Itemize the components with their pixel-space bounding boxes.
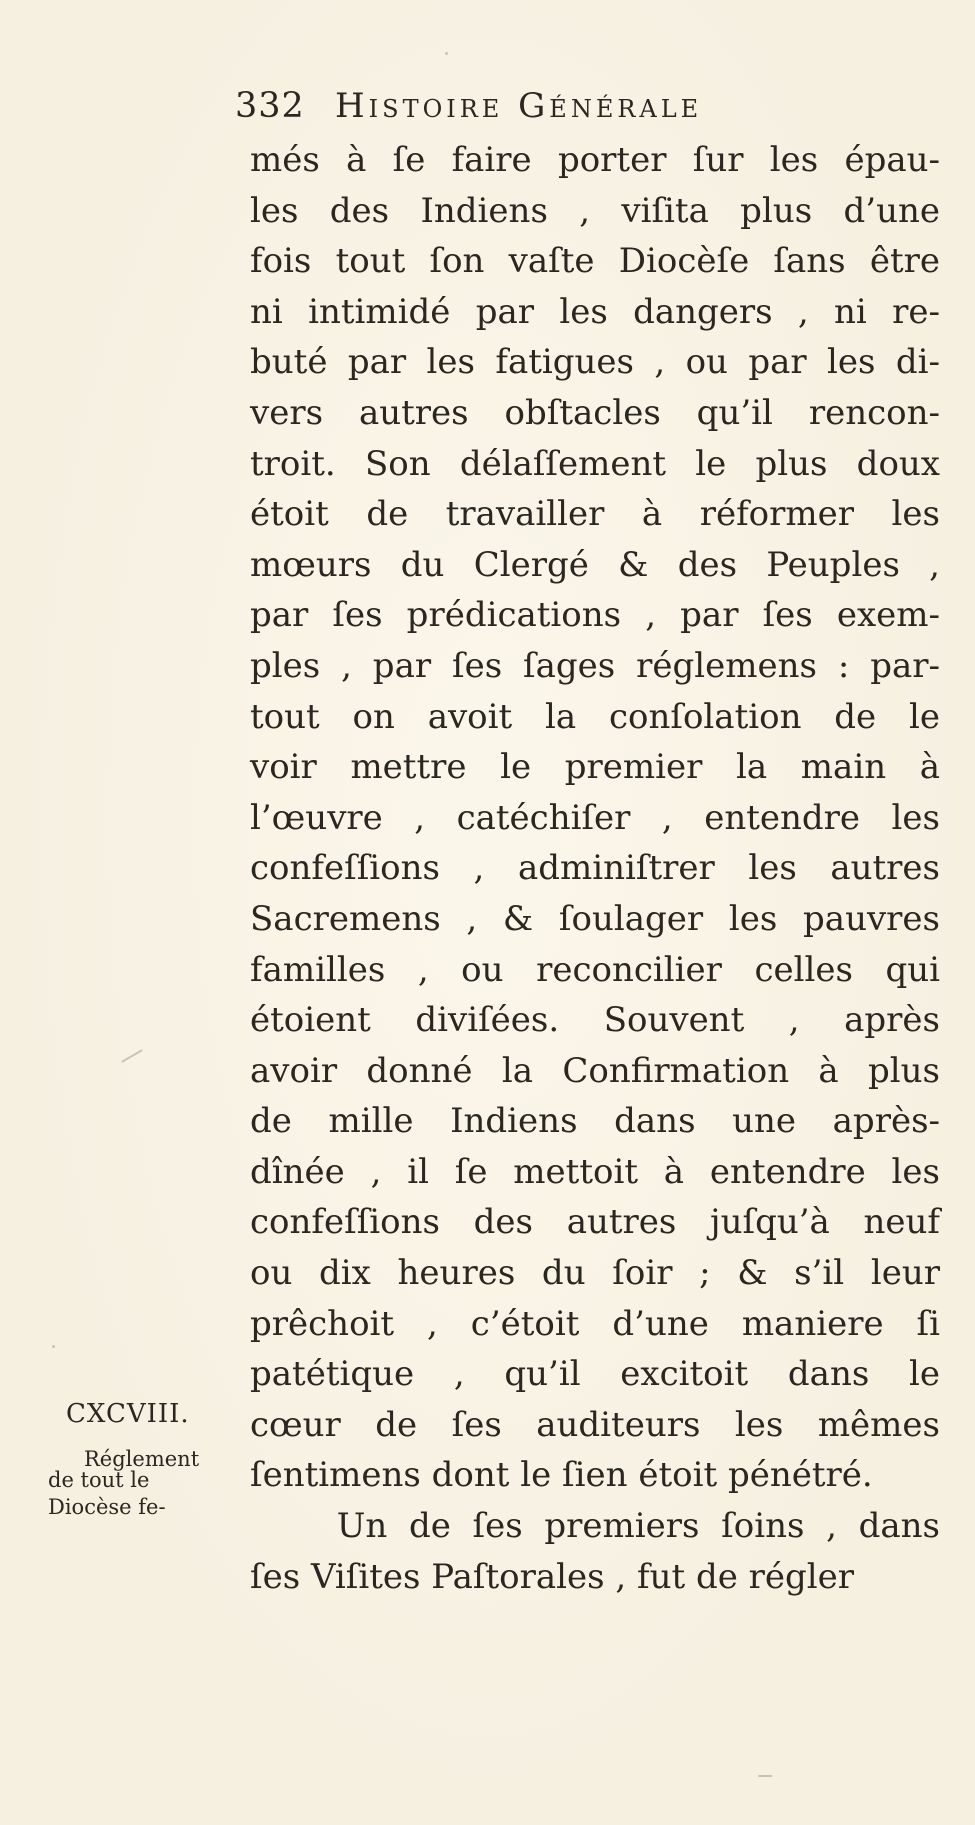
text-line: par ſes prédications , par ſes exem- [250,595,940,636]
text-line: fois tout ſon vaſte Diocèſe ſans être [250,241,940,282]
text-line: prêchoit , c’étoit d’une maniere ſi [250,1303,940,1344]
text-line: ples , par ſes ſages réglemens : par- [250,645,940,686]
text-line: tout on avoit la conſolation de le [250,696,940,737]
text-line: ou dix heures du ſoir ; & s’il leur [250,1253,940,1294]
text-line: ni intimidé par les dangers , ni re- [250,291,940,332]
text-line: troit. Son délaſſement le plus doux [250,443,940,484]
text-line: buté par les fatigues , ou par les di- [250,342,940,383]
text-line: voir mettre le premier la main à [250,747,940,788]
text-line: étoit de travailler à réformer les [250,494,940,535]
text-line: l’œuvre , catéchiſer , entendre les [250,797,940,838]
marginal-note-line: de tout le [48,1468,150,1492]
text-line: de mille Indiens dans une après- [250,1101,940,1142]
page-header [235,80,885,130]
text-line: vers autres obſtacles qu’il rencon- [250,392,940,433]
paper-speck [121,1049,143,1063]
text-line: patétique , qu’il excitoit dans le [250,1354,940,1395]
text-line: dînée , il ſe mettoit à entendre les [250,1151,940,1192]
marginal-section-number: CXCVIII. [66,1399,190,1429]
text-line: cœur de ſes auditeurs les mêmes [250,1404,940,1445]
text-line: confeſſions , adminiſtrer les autres [250,848,940,889]
text-line: ſentimens dont le ſien étoit pénétré. [250,1455,873,1496]
text-line: mœurs du Clergé & des Peuples , [250,544,940,585]
text-line: familles , ou reconcilier celles qui [250,949,940,990]
marginal-note-line: Diocèse fe- [48,1495,166,1519]
page-number: 332 [235,86,305,126]
text-line: Un de ſes premiers ſoins , dans [250,1506,940,1547]
paper-speck [758,1775,772,1777]
text-line: més à ſe faire porter ſur les épau- [250,140,940,180]
text-line: Sacremens , & ſoulager les pauvres [250,898,940,939]
text-line: confeſſions des autres juſqu’à neuf [250,1202,940,1243]
paper-speck [52,1345,55,1348]
running-title: Histoire Générale [335,86,703,126]
text-line: avoir donné la Confirmation à plus [250,1050,940,1091]
paper-speck [445,52,448,55]
marginal-note-line: Réglement [84,1447,200,1471]
text-line: les des Indiens , viſita plus d’une [250,190,940,231]
text-line: ſes Viſites Paſtorales , fut de régler [250,1556,855,1597]
text-line: étoient diviſées. Souvent , après [250,1000,940,1041]
body-text [250,135,940,1602]
